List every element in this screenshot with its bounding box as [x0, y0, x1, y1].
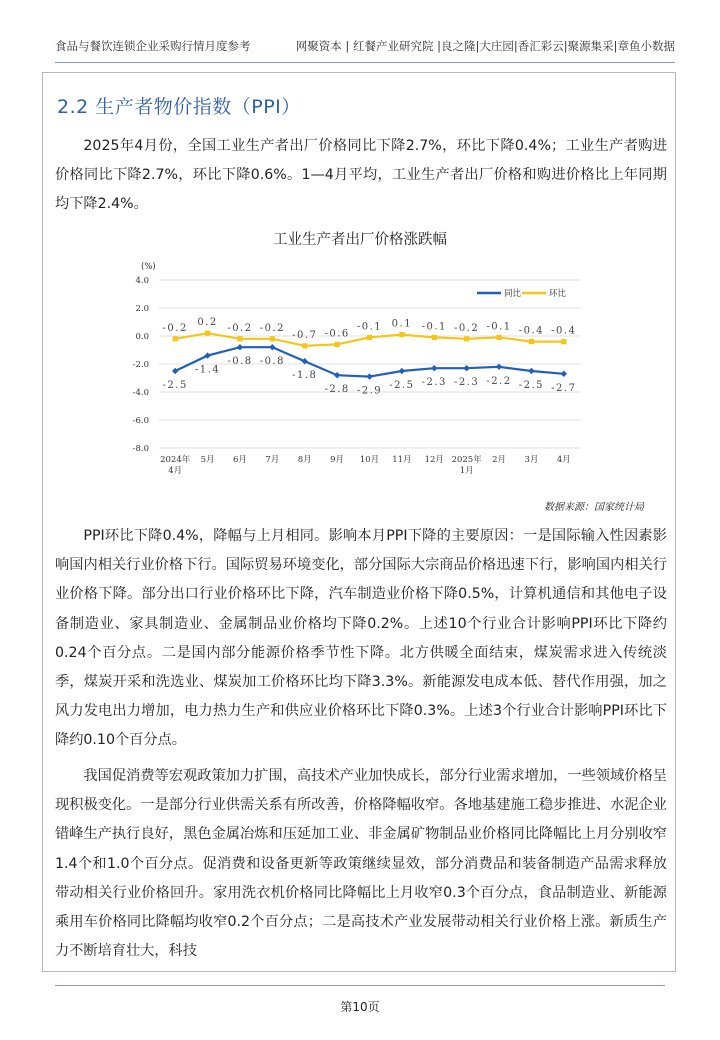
- section-title: 2.2 生产者物价指数（PPI）: [57, 96, 301, 118]
- data-point-mom: [205, 331, 210, 336]
- x-tick-label: 12月: [424, 455, 444, 465]
- x-tick-label: 2024年 4月: [160, 455, 191, 476]
- chart-series: [172, 331, 567, 380]
- data-point-mom: [367, 335, 372, 340]
- data-label-yoy: -2.2: [486, 375, 512, 387]
- x-tick-label: 11月: [392, 455, 412, 465]
- data-label-yoy: -2.7: [551, 382, 577, 394]
- data-point-mom: [335, 342, 340, 347]
- chart-legend: [477, 288, 567, 299]
- data-point-yoy: [431, 365, 437, 371]
- data-point-yoy: [302, 358, 308, 364]
- x-tick-label: 5月: [200, 455, 215, 465]
- data-point-mom: [399, 332, 404, 337]
- y-tick-label: -4.0: [132, 388, 149, 398]
- data-point-yoy: [528, 368, 534, 374]
- data-label-yoy: -0.8: [227, 356, 253, 368]
- data-label-mom: -0.7: [292, 329, 318, 341]
- data-point-mom: [561, 339, 566, 344]
- data-label-yoy: -2.3: [454, 377, 480, 389]
- page-number: 第10页: [340, 1000, 380, 1014]
- data-label-mom: -0.1: [356, 321, 383, 333]
- x-axis-ticks: [160, 454, 571, 476]
- data-point-yoy: [399, 368, 405, 374]
- page-header: [55, 38, 675, 62]
- y-tick-label: 0.0: [135, 332, 149, 342]
- data-point-yoy: [463, 365, 469, 371]
- data-label-yoy: -2.5: [162, 380, 188, 391]
- data-point-mom: [270, 336, 275, 341]
- x-tick-label: 3月: [524, 455, 539, 465]
- data-point-mom: [173, 336, 178, 341]
- x-tick-label: 8月: [297, 455, 312, 465]
- chart-gridlines: [159, 280, 580, 448]
- data-label-yoy: -1.4: [194, 364, 221, 376]
- data-point-mom: [432, 335, 437, 340]
- header-partners: 网聚资本 | 红餐产业研究院 |良之隆|大庄园|香汇彩云|聚源集采|章鱼小数据: [295, 39, 675, 53]
- legend-label-yoy: 同比: [504, 289, 522, 299]
- chart-title: 工业生产者出厂价格涨跌幅: [273, 232, 447, 248]
- data-label-mom: -0.1: [486, 321, 512, 333]
- footer-divider: [55, 985, 665, 986]
- header-report-title: 食品与餐饮连锁企业采购行情月度参考: [55, 39, 251, 53]
- paragraph-ppi-summary: 2025年4月份，全国工业生产者出厂价格同比下降2.7%，环比下降0.4%；工业生产者购进价格同比下降2.7%，环比下降0.6%。1—4月平均，工业生产者出厂价格和购进价格比上年同期均下降2.4%。: [55, 138, 667, 213]
- data-label-mom: 0.1: [391, 318, 413, 330]
- x-tick-label: 7月: [265, 455, 280, 465]
- data-label-mom: -0.1: [421, 321, 447, 333]
- data-point-yoy: [334, 372, 340, 378]
- data-label-yoy: -2.5: [518, 380, 545, 391]
- data-label-mom: -0.2: [162, 322, 188, 334]
- data-label-mom: -0.4: [518, 325, 545, 337]
- data-point-mom: [529, 339, 534, 344]
- y-tick-label: -6.0: [132, 416, 149, 426]
- y-axis-ticks: [133, 276, 149, 454]
- y-tick-label: 4.0: [135, 276, 149, 286]
- ppi-line-chart: [125, 255, 585, 487]
- data-label-yoy: -2.9: [356, 385, 383, 397]
- data-point-mom: [302, 343, 307, 348]
- header-divider: [55, 62, 675, 63]
- legend-label-mom: 环比: [549, 289, 567, 299]
- y-axis-unit: (%): [141, 262, 156, 272]
- data-label-mom: -0.4: [551, 325, 577, 337]
- paragraph-policy-effects: 我国促消费等宏观政策加力扩围，高技术产业加快成长，部分行业需求增加，一些领域价格呈现积极变化。一是部分行业供需关系有所改善，价格降幅收窄。各地基建施工稳步推进、水泥企业错峰生产执行良好，黑色金属冶炼和压延加工业、非金属矿物制品业价格同比降幅比上月分别收窄1.4个和1.0个百分点。促消费和设备更新等政策继续显效，部分消费品和装备制造产品需求释放带动相关行业价格回升。家用洗衣机价格同比降幅比上月收窄0.3个百分点，食品制造业、新能源乘用车价格同比降幅均收窄0.2个百分点；二是高技术产业发展带动相关行业价格上涨。新质生产力不断培育壮大，科技: [55, 768, 667, 960]
- data-label-mom: -0.2: [454, 322, 480, 334]
- data-label-yoy: -1.8: [292, 370, 318, 382]
- data-label-mom: -0.2: [227, 322, 253, 334]
- x-tick-label: 2025年 1月: [451, 455, 482, 476]
- data-label-yoy: -2.5: [389, 380, 415, 391]
- data-label-mom: -0.6: [324, 328, 350, 340]
- data-point-mom: [496, 335, 501, 340]
- x-tick-label: 6月: [233, 455, 247, 465]
- x-tick-label: 9月: [330, 455, 345, 465]
- y-tick-label: -8.0: [132, 444, 149, 454]
- x-tick-label: 2月: [492, 455, 506, 465]
- data-label-yoy: -2.8: [324, 384, 350, 396]
- data-point-mom: [464, 336, 469, 341]
- y-tick-label: 2.0: [135, 304, 149, 314]
- x-tick-label: 4月: [556, 455, 571, 465]
- data-point-yoy: [496, 364, 502, 370]
- data-label-mom: -0.2: [259, 322, 285, 334]
- chart-source-note: 数据来源：国家统计局: [544, 502, 644, 513]
- y-tick-label: -2.0: [132, 360, 149, 370]
- data-label-yoy: -0.8: [259, 356, 285, 368]
- data-point-mom: [237, 336, 242, 341]
- data-point-yoy: [269, 344, 275, 350]
- data-label-mom: 0.2: [197, 317, 218, 329]
- data-label-yoy: -2.3: [421, 377, 447, 389]
- data-point-yoy: [237, 344, 243, 350]
- x-tick-label: 10月: [359, 455, 380, 465]
- data-point-yoy: [561, 371, 567, 377]
- data-labels: [163, 317, 577, 396]
- paragraph-mom-analysis: PPI环比下降0.4%，降幅与上月相同。影响本月PPI下降的主要原因：一是国际输入性因素影响国内相关行业价格下行。国际贸易环境变化，部分国际大宗商品价格迅速下行，影响国内相关行业价格下降。部分出口行业价格环比下降，汽车制造业价格下降0.5%，计算机通信和其他电子设备制造业、家具制造业、金属制品业价格均下降0.2%。上述10个行业合计影响PPI环比下降约0.24个百分点。二是国内部分能源价格季节性下降。北方供暖全面结束，煤炭需求进入传统淡季，煤炭开采和洗选业、煤炭加工价格环比均下降3.3%。新能源发电成本低、替代作用强，加之风力发电出力增加，电力热力生产和供应业价格环比下降0.3%。上述3个行业合计影响PPI环比下降约0.10个百分点。: [55, 528, 667, 749]
- data-point-yoy: [366, 373, 372, 379]
